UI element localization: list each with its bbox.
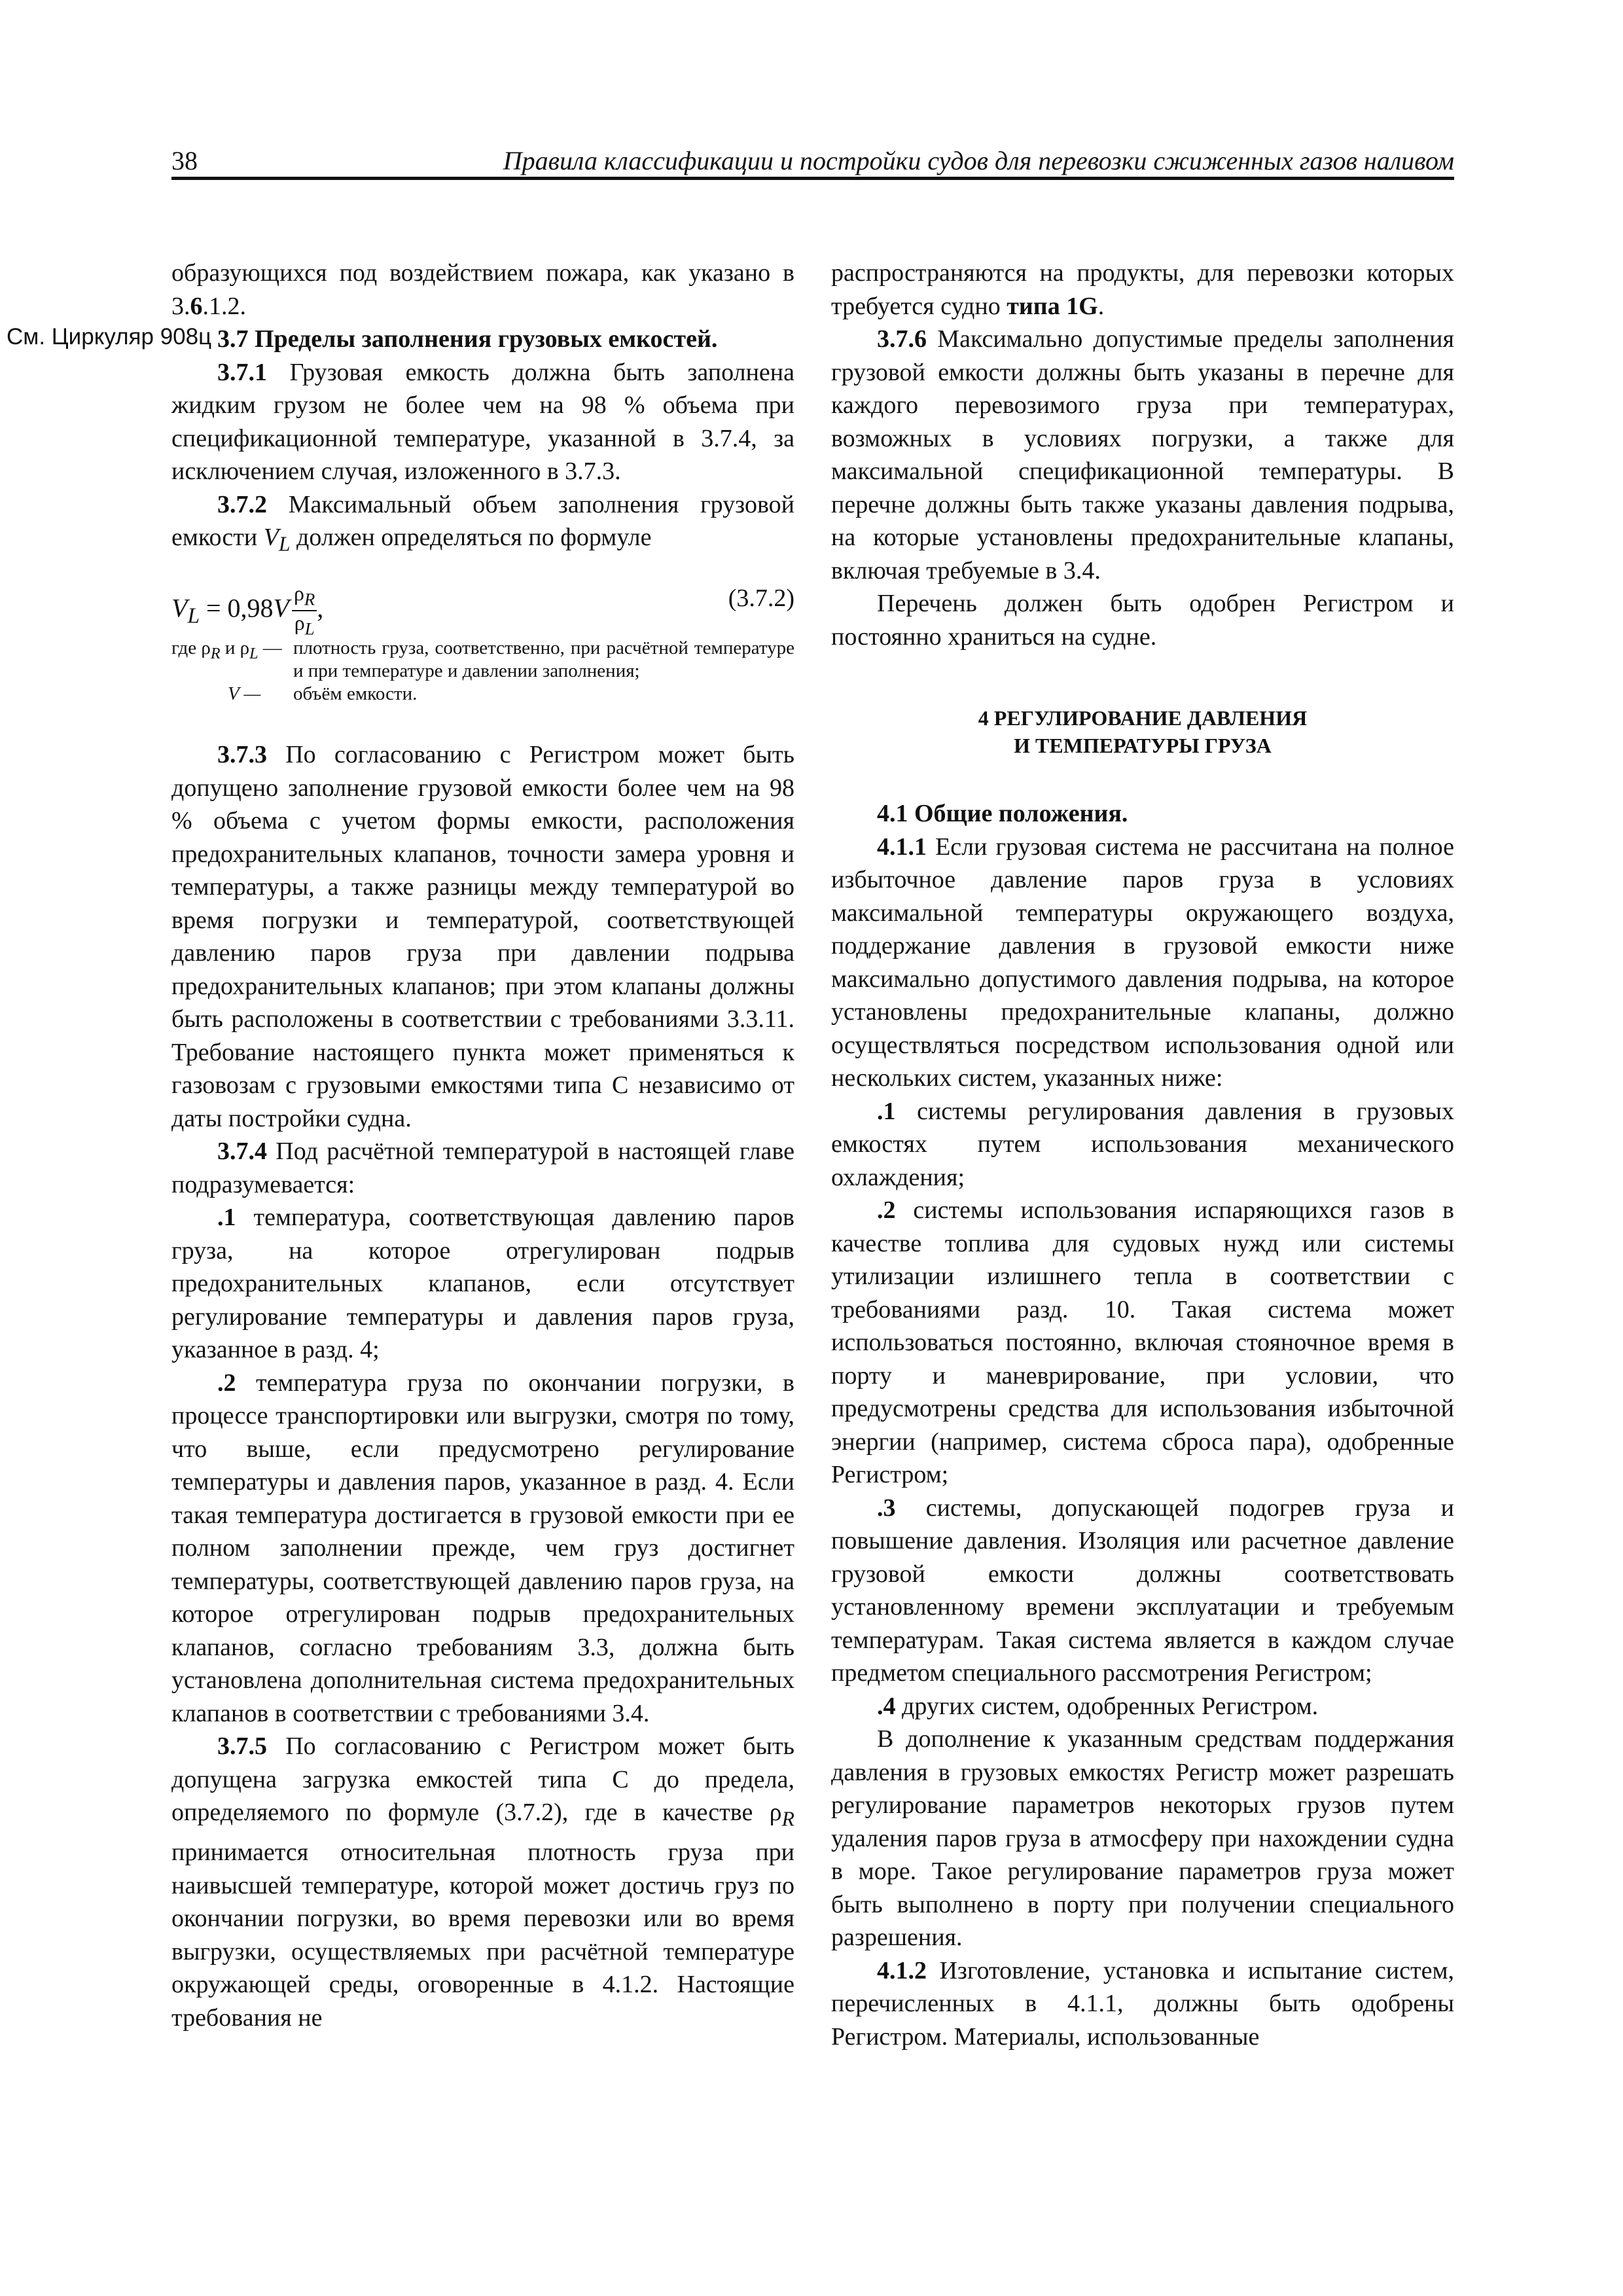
section-heading-3-7: 3.7 Пределы заполнения грузовых емкостей.: [217, 325, 718, 353]
chapter-title: [831, 704, 1454, 759]
chapter-title-line-1: 4 РЕГУЛИРОВАНИЕ ДАВЛЕНИЯ: [978, 706, 1308, 730]
paragraph-3-7-4: 3.7.4 Под расчётной температурой в настоящей главе подразумевается:: [171, 1138, 794, 1198]
paragraph-3-7-5: 3.7.5 По согласованию с Регистром может быть допущена загрузка емкостей типа C до предела, определяемого по формуле (3.7.2), где в качестве $\rho_R$ принимается относительная плотность груза при наивысшей температуре, которой может достичь груз по окончании погрузки, во время перевозки или во время выгрузки, осуществляемых при расчётной температуре окружающей среды, оговоренные в 4.1.2. Настоящие требования не: [171, 1732, 794, 2032]
chapter-title-line-2: И ТЕМПЕРАТУРЫ ГРУЗА: [1014, 734, 1272, 757]
paragraph-3-7-2: 3.7.2 Максимальный объем заполнения грузовой емкости $V_L$ должен определяться по формуле: [171, 490, 794, 556]
list-item-4-1-1-2: .2 системы использования испаряющихся газов в качестве топлива для судовых нужд или системы утилизации излишнего тепла в соответствии с требованиями разд. 10. Такая система может использоваться постоянно, включая стояночное время в порту и маневрирование, при условии, что предусмотрены средства для использования избыточной энергии (например, система сброса пара), одобренные Регистром;: [831, 1196, 1454, 1488]
running-header: Правила классификации и постройки судов для перевозки сжиженных газов наливом: [503, 146, 1454, 175]
formula-number: (3.7.2): [728, 584, 794, 613]
paragraph-3-7-6: 3.7.6 Максимально допустимые пределы заполнения грузовой емкости должны быть указаны в перечне для каждого перевозимого груза при температурах, возможных в условиях погрузки, а также для максимальной спецификационной температуры. В перечне должны быть также указаны давления подрыва, на которые установлены предохранительные клапаны, включая требуемые в 3.4.: [831, 325, 1454, 584]
legend-row-density: где $\rho_R$ и $\rho_L$ — плотность груза, соответственно, при расчётной температуре и при температуре и давлении заполнения;: [171, 637, 794, 682]
list-item-4-1-1-4: .4 других систем, одобренных Регистром.: [877, 1692, 1319, 1720]
left-column: [171, 257, 794, 2034]
paragraph-3-7-3: 3.7.3 По согласованию с Регистром может быть допущено заполнение грузовой емкости более чем на 98 % объема с учетом формы емкости, расположения предохранительных клапанов, точности замера уровня и температуры, а также разницы между температурой во время погрузки и температурой, соответствующей давлению паров груза при давлении подрыва предохранительных клапанов; при этом клапаны должны быть расположены в соответствии с требованиями 3.3.11. Требование настоящего пункта может применяться к газовозам с грузовыми емкостями типа C независимо от даты постройки судна.: [171, 741, 794, 1132]
paragraph-4-1-2: 4.1.2 Изготовление, установка и испытание систем, перечисленных в 4.1.1, должны быть одобрены Регистром. Материалы, использованные: [831, 1956, 1454, 2051]
formula-3-7-2: [171, 564, 794, 639]
paragraph-4-1-1: 4.1.1 Если грузовая система не рассчитана на полное избыточное давление паров груза в условиях максимальной температуры окружающего воздуха, поддержание давления в грузовой емкости ниже максимально допустимого давления подрыва, на которое установлены предохранительные клапаны, должно осуществляться посредством использования одной или нескольких систем, указанных ниже:: [831, 833, 1454, 1092]
header-rule: [171, 177, 1454, 180]
paragraph-continued-right: распространяются на продукты, для перевозки которых требуется судно типа 1G.: [831, 259, 1454, 320]
paragraph-approval: Перечень должен быть одобрен Регистром и постоянно храниться на судне.: [831, 590, 1454, 651]
formula-legend: [171, 637, 794, 706]
paragraph-continued: образующихся под воздействием пожара, как указано в 3.6.1.2.: [171, 259, 794, 320]
list-item-4-1-1-3: .3 системы, допускающей подогрев груза и повышение давления. Изоляция или расчетное давление грузовой емкости должны соответствовать установленному времени эксплуатации и требуемым температурам. Такая система является в каждом случае предметом специального рассмотрения Регистром;: [831, 1494, 1454, 1687]
paragraph-additional-means: В дополнение к указанным средствам поддержания давления в грузовых емкостях Регистр может разрешать регулирование параметров некоторых грузов путем удаления паров груза в атмосферу при нахождении судна в море. Такое регулирование параметров груза может быть выполнено в порту при получении специального разрешения.: [831, 1725, 1454, 1951]
formula-fraction: $\frac{\rho_R}{\rho_L}$: [292, 582, 317, 640]
formula-expression: $V_L = 0,98V$ $\frac{\rho_R}{\rho_L}$ ,: [171, 581, 324, 639]
paragraph-3-7-1: 3.7.1 Грузовая емкость должна быть заполнена жидким грузом не более чем на 98 % объема при спецификационной температуре, указанной в 3.7.4, за исключением случая, изложенного в 3.7.3.: [171, 358, 794, 485]
margin-note-circular: См. Циркуляр 908ц: [7, 324, 212, 350]
list-item-4-1-1-1: .1 системы регулирования давления в грузовых емкостях путем использования механического охлаждения;: [831, 1097, 1454, 1191]
page-number: 38: [171, 146, 198, 175]
legend-row-volume: V — объём емкости.: [228, 683, 418, 705]
list-item-3-7-4-1: .1 температура, соответствующая давлению паров груза, на которое отрегулирован подрыв предохранительных клапанов, если отсутствует регулирование температуры и давления паров груза, указанное в разд. 4;: [171, 1204, 794, 1364]
list-item-3-7-4-2: .2 температура груза по окончании погрузки, в процессе транспортировки или выгрузки, смотря по тому, что выше, если предусмотрено регулирование температуры и давления паров, указанное в разд. 4. Если такая температура достигается в грузовой емкости при ее полном заполнении прежде, чем груз достигнет температуры, соответствующей давлению паров груза, на которое отрегулирован подрыв предохранительных клапанов, согласно требованиям 3.3, должна быть установлена дополнительная система предохранительных клапанов в соответствии с требованиями 3.4.: [171, 1369, 794, 1727]
section-heading-4-1: 4.1 Общие положения.: [877, 800, 1128, 827]
right-column: [831, 257, 1454, 2053]
